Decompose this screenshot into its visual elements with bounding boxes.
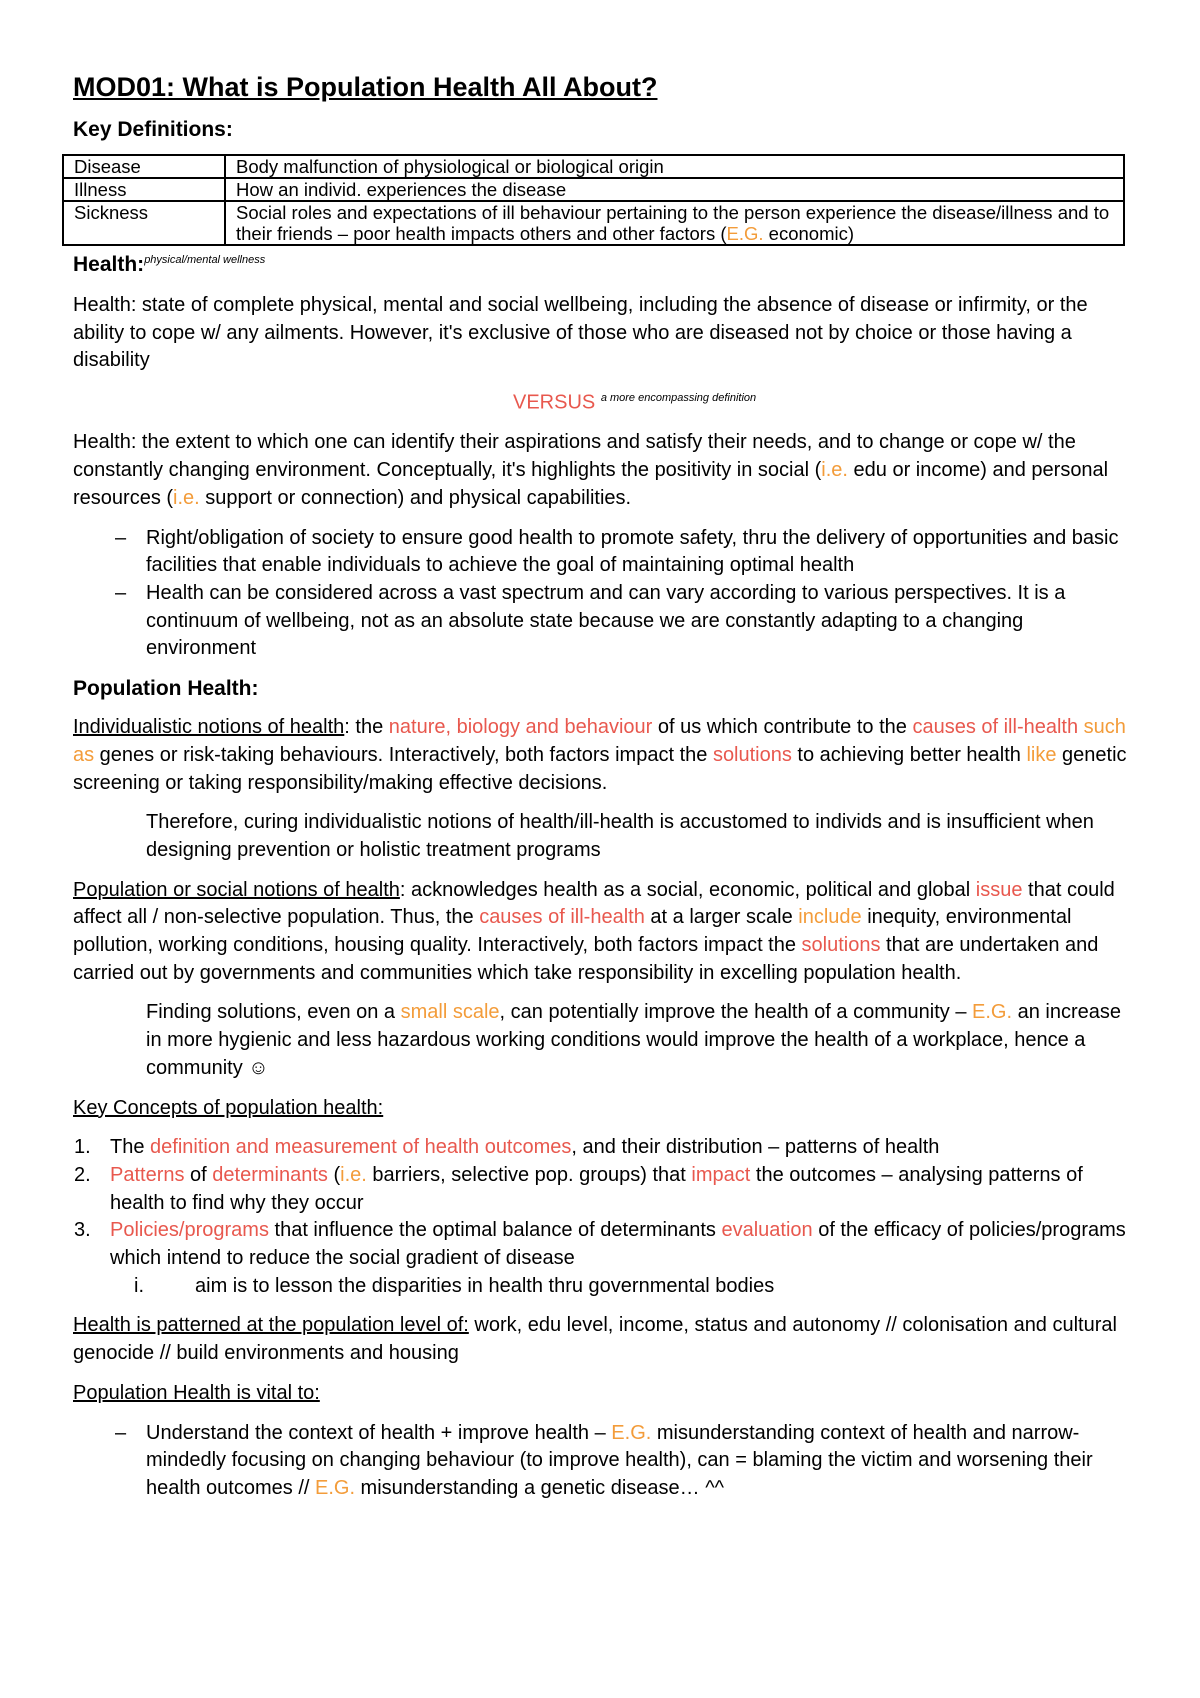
- health-definition-2: Health: the extent to which one can identify their aspirations and satisfy their needs, and to change or cope w/ the constantly changing environment. Conceptually, it's highlights the positivity in social (i.e. edu or income) and personal resources (i.e. support or connection) and physical capabilities.: [73, 431, 1109, 509]
- individualistic-note: Therefore, curing individualistic notions of health/ill-health is accustomed to individs and is insufficient when designing prevention or holistic treatment programs: [146, 811, 1094, 861]
- list-item: – Right/obligation of society to ensure good health to promote safety, thru the delivery of opportunities and basic facilities that enable individuals to achieve the goal of maintaining optimal health: [73, 525, 1133, 580]
- individualistic-paragraph: Individualistic notions of health: the nature, biology and behaviour of us which contribute to the causes of ill-health such as genes or risk-taking behaviours. Interactively, both factors impact the solutions to achieving better health like genetic screening or taking responsibility/making effective decisions.: [73, 716, 1127, 794]
- versus-note: a more encompassing definition: [600, 392, 757, 405]
- definitions-table: [62, 154, 1125, 246]
- population-health-heading: Population Health:: [73, 677, 259, 701]
- social-note: Finding solutions, even on a small scale, can potentially improve the health of a community – E.G. an increase in more hygienic and less hazardous working conditions would improve the health of a workplace, hence a community ☺: [146, 1001, 1121, 1079]
- list-item: 2. Patterns of determinants (i.e. barriers, selective pop. groups) that impact the outcomes – analysing patterns of health to find why they occur: [74, 1163, 1083, 1214]
- definition-cell: How an individ. experiences the disease: [225, 178, 1124, 201]
- page-title: MOD01: What is Population Health All About?: [73, 72, 658, 102]
- term-cell: Disease: [63, 155, 225, 178]
- list-item: 1. The definition and measurement of health outcomes, and their distribution – patterns of health: [74, 1136, 940, 1159]
- vital-label: Population Health is vital to:: [73, 1381, 320, 1404]
- key-concepts-label: Key Concepts of population health:: [73, 1096, 384, 1119]
- table-row: [63, 178, 1124, 201]
- list-item: 3. Policies/programs that influence the optimal balance of determinants evaluation of the efficacy of policies/programs which intend to reduce the social gradient of disease: [74, 1219, 1126, 1270]
- vital-bullets: [73, 1420, 1133, 1503]
- health-heading: Health:$^{physical/mental wellness}$: [73, 253, 266, 276]
- list-item: – Health can be considered across a vast spectrum and can vary according to various perspectives. It is a continuum of wellbeing, not as an absolute state because we are constantly adapting to a changing environment: [73, 580, 1133, 663]
- key-definitions-heading: Key Definitions:: [73, 118, 233, 141]
- list-item: – Understand the context of health + improve health – E.G. misunderstanding context of health and narrow-mindedly focusing on changing behaviour (to improve health), can = blaming the victim and worsening their health outcomes // E.G. misunderstanding a genetic disease… ^^: [73, 1420, 1133, 1503]
- health-definition-1: Health: state of complete physical, mental and social wellbeing, including the absence of disease or infirmity, or the ability to cope w/ any ailments. However, it's exclusive of those who are diseased not by choice or those having a disability: [73, 294, 1088, 372]
- definition-cell: Body malfunction of physiological or biological origin: [225, 155, 1124, 178]
- term-cell: Sickness: [63, 201, 225, 245]
- table-row: [63, 201, 1124, 245]
- key-concepts-list: [73, 1134, 1133, 1273]
- term-cell: Illness: [63, 178, 225, 201]
- key-concepts-subitem: i. aim is to lesson the disparities in health thru governmental bodies: [134, 1274, 775, 1297]
- document-page: [73, 70, 1133, 1503]
- definition-cell: Social roles and expectations of ill behaviour pertaining to the person experience the disease/illness and to their friends – poor health impacts others and other factors (E.G. economic): [225, 201, 1124, 245]
- health-heading-note: physical/mental wellness: [144, 254, 266, 266]
- social-paragraph: Population or social notions of health: acknowledges health as a social, economic, political and global issue that could affect all / non-selective population. Thus, the causes of ill-health at a larger scale include inequity, environmental pollution, working conditions, housing quality. Interactively, both factors impact the solutions that are undertaken and carried out by governments and communities which take responsibility in excelling population health.: [73, 878, 1115, 984]
- table-row: [63, 155, 1124, 178]
- health-bullets: [73, 525, 1133, 664]
- patterned-paragraph: Health is patterned at the population level of: work, edu level, income, status and autonomy // colonisation and cultural genocide // build environments and housing: [73, 1314, 1117, 1365]
- versus-line: [73, 385, 1133, 417]
- versus-label: VERSUS: [513, 391, 596, 414]
